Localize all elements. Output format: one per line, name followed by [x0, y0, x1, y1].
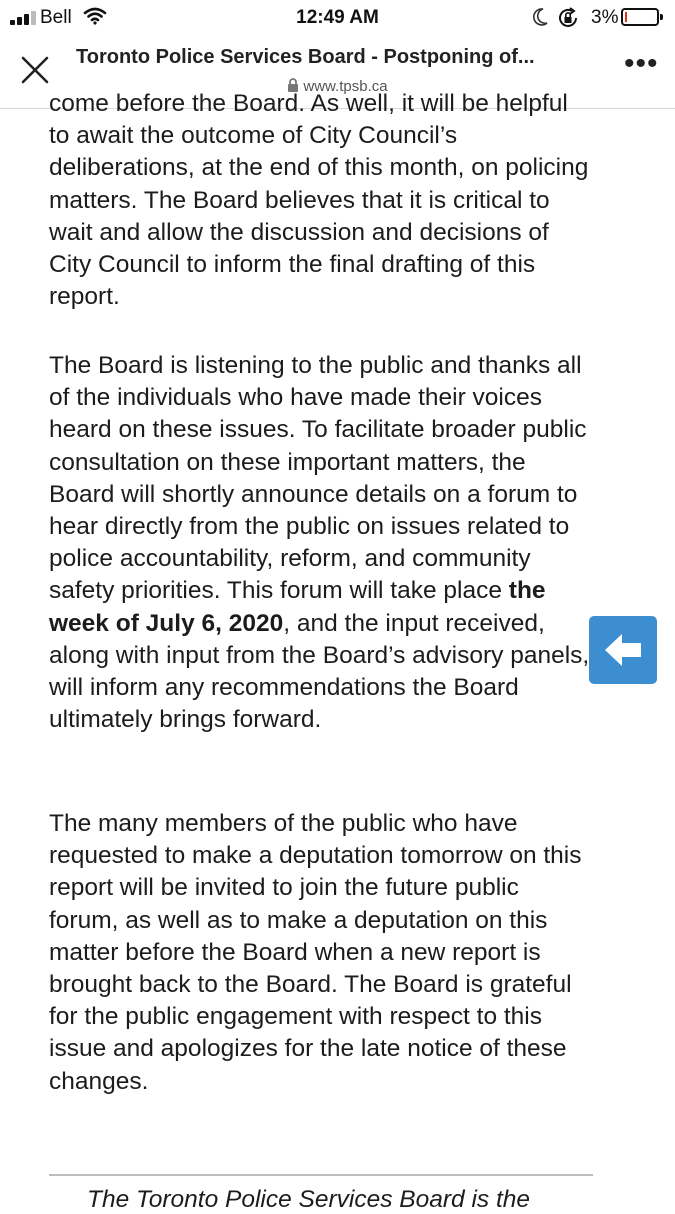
paragraph-2-text-a: The Board is listening to the public and thanks all of the individuals who have made their voices heard on these issues. To facilitate broader public consultation on these important matters, the Board will shortly announce details on a forum to hear directly from the public on issues related to police accountability, reform, and community safety priorities. This forum will take place: [49, 352, 587, 605]
url-text: www.tpsb.ca: [303, 78, 388, 95]
paragraph-2-text-b: , and the input received, along with input from the Board’s advisory panels, will inform any recommendations the Board ultimately brings forward.: [49, 609, 590, 734]
back-button[interactable]: [589, 616, 657, 684]
paragraph-1: come before the Board. As well, it will be helpful to await the outcome of City Council’s deliberations, at the end of this month, on policing matters. The Board believes that it is critical to wait and allow the discussion and decisions of City Council to inform the final drafting of this report.: [49, 90, 589, 311]
next-paragraph-partial: The Toronto Police Services Board is the: [87, 1186, 531, 1213]
left-arrow-icon: [589, 616, 657, 684]
paragraph-3: The many members of the public who have requested to make a deputation tomorrow on this report will be invited to join the future public forum, as well as to make a deputation on this matter before the Board when a new report is brought back to the Board. The Board is grateful for the public engagement with respect to this issue and apologizes for the late notice of these changes.: [49, 810, 582, 1095]
rotation-lock-icon: [556, 6, 580, 36]
page-title: Toronto Police Services Board - Postponing of...: [76, 46, 535, 68]
article-content: [0, 90, 675, 1213]
paragraph-2: [49, 350, 594, 736]
do-not-disturb-icon: [531, 6, 549, 34]
battery-icon: [621, 8, 659, 26]
status-bar: [0, 0, 675, 36]
battery-percentage: 3%: [591, 7, 619, 28]
status-time: 12:49 AM: [296, 7, 379, 28]
more-options-button[interactable]: •••: [624, 47, 659, 80]
forum-date: the week of July 6, 2020: [49, 577, 546, 637]
divider: [49, 1174, 593, 1176]
carrier-name: Bell: [40, 7, 72, 28]
